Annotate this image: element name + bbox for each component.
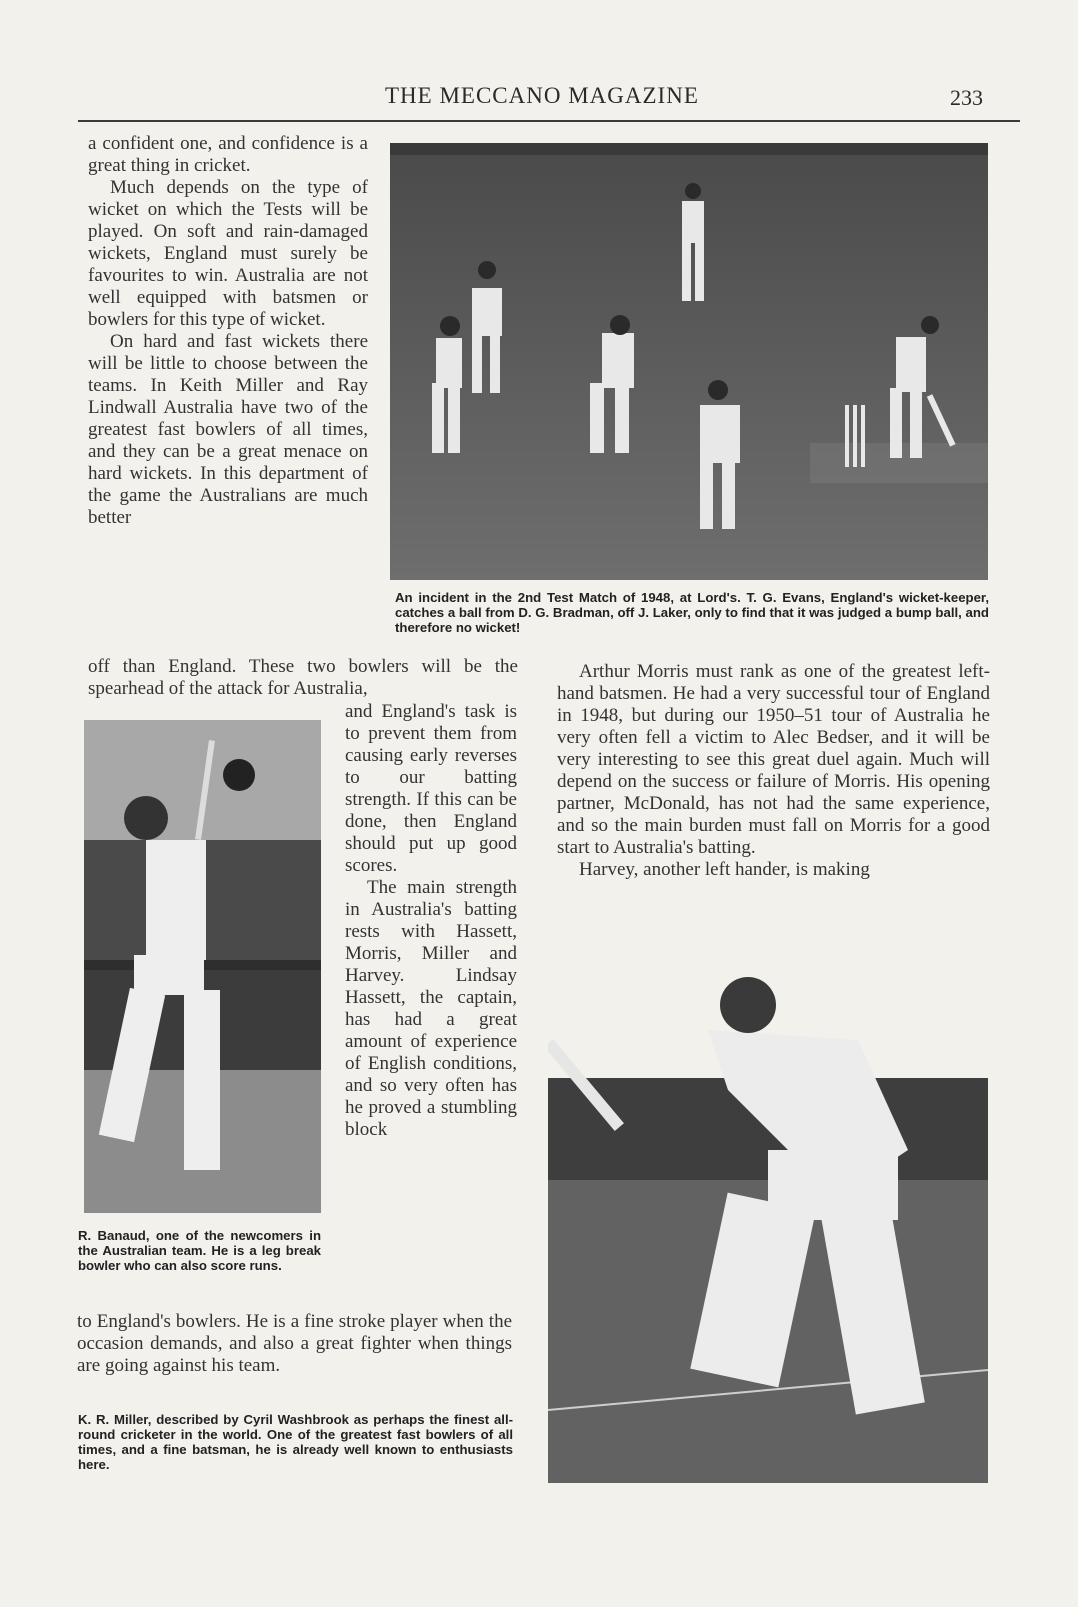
banaud-photo xyxy=(84,720,321,1213)
paragraph: and England's task is to prevent them from causing early reverses to our batting strength. If this can be done, then England should put up good scores. xyxy=(345,701,517,876)
magazine-title: THE MECCANO MAGAZINE xyxy=(385,83,699,108)
miller-caption: K. R. Miller, described by Cyril Washbrook as perhaps the finest all-round cricketer in the world. One of the greatest fast bowlers of all times, and a fine batsman, he is already well known to enthusiasts here. xyxy=(78,1412,513,1472)
header-rule xyxy=(78,120,1020,122)
narrow-column xyxy=(345,701,517,1141)
page-number: 233 xyxy=(950,85,983,110)
paragraph: a confident one, and confidence is a great thing in cricket. xyxy=(88,133,368,176)
paragraph: The main strength in Australia's batting rests with Hassett, Morris, Miller and Harvey. Lindsay Hassett, the captain, has had a great amount of experience of English conditions, and so very often has he proved a stumbling block xyxy=(345,877,517,1140)
paragraph: Much depends on the type of wicket on which the Tests will be played. On soft and rain-damaged wickets, England must surely be favourites to win. Australia are not well equipped with batsmen or bowlers for this type of wicket. xyxy=(88,177,368,330)
right-column xyxy=(557,661,990,881)
left-column-top xyxy=(88,133,368,529)
paragraph: Harvey, another left hander, is making xyxy=(579,859,870,880)
test-match-photo xyxy=(390,143,988,580)
test-match-caption: An incident in the 2nd Test Match of 1948, at Lord's. T. G. Evans, England's wicket-keeper, catches a ball from D. G. Bradman, off J. Laker, only to find that it was judged a bump ball, and therefore no wicket! xyxy=(395,590,989,635)
paragraph: On hard and fast wickets there will be little to choose between the teams. In Keith Miller and Ray Lindwall Australia have two of the greatest fast bowlers of all times, and they can be a great menace on hard wickets. In this department of the game the Australians are much better xyxy=(88,331,368,528)
left-column-span: off than England. These two bowlers will be the spearhead of the attack for Australia, xyxy=(88,656,518,699)
paragraph: Arthur Morris must rank as one of the greatest left-hand batsmen. He had a very successful tour of England in 1948, but during our 1950–51 tour of Australia he very often fell a victim to Alec Bedser, and it will be very interesting to see this great duel again. Much will depend on the success or failure of Morris. His opening partner, McDonald, has not had the same experience, and so the main burden must fall on Morris for a good start to Australia's batting. xyxy=(557,661,990,858)
banaud-caption: R. Banaud, one of the newcomers in the Australian team. He is a leg break bowler who can also score runs. xyxy=(78,1228,321,1273)
miller-photo xyxy=(548,970,988,1483)
left-column-bottom: to England's bowlers. He is a fine stroke player when the occasion demands, and also a great fighter when things are going against his team. xyxy=(77,1311,512,1376)
